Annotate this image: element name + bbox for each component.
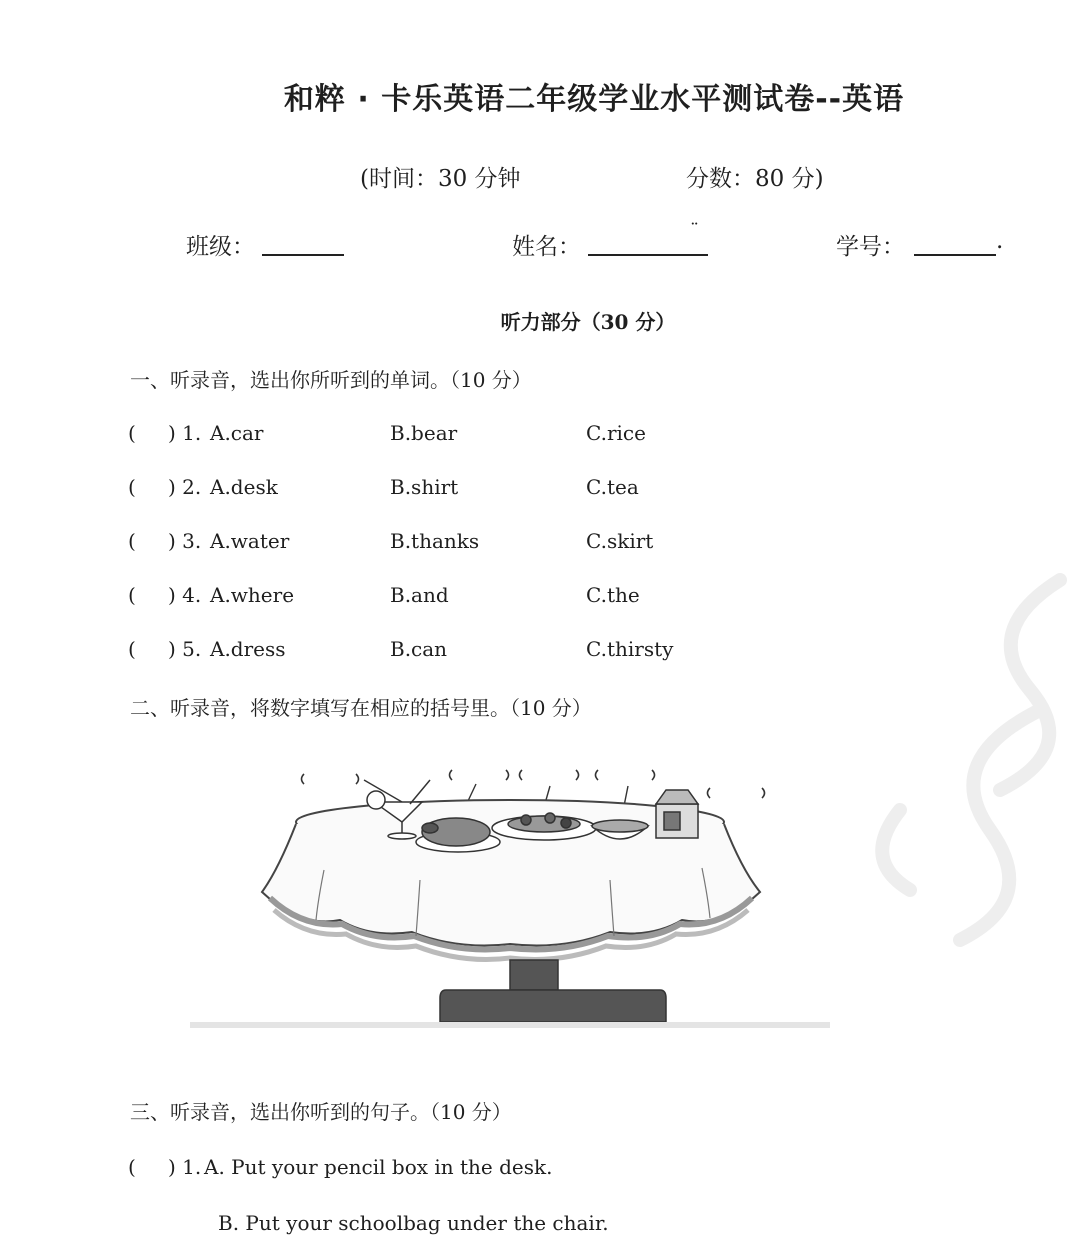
milk-carton-icon xyxy=(656,790,698,838)
option-c: C.rice xyxy=(586,421,646,445)
student-id-label: 学号： xyxy=(836,234,905,260)
student-id-blank[interactable] xyxy=(914,232,996,256)
option-a: A.dress xyxy=(210,637,286,661)
time-label: (时间：30 分钟 xyxy=(360,166,521,192)
dining-table-illustration xyxy=(190,760,830,1035)
answer-paren[interactable]: ( xyxy=(128,637,136,661)
answer-paren[interactable]: ( xyxy=(128,475,136,499)
question-number: ) 1. xyxy=(168,1155,202,1179)
student-id-end: . xyxy=(996,228,1004,254)
question-number: ) 2. xyxy=(168,475,202,499)
answer-paren[interactable]: ( xyxy=(128,583,136,607)
answer-paren[interactable]: ( xyxy=(128,421,136,445)
sentence-option-b: B. Put your schoolbag under the chair. xyxy=(218,1211,609,1235)
option-c: C.thirsty xyxy=(586,637,674,661)
option-c: C.skirt xyxy=(586,529,654,553)
question-number: ) 4. xyxy=(168,583,202,607)
answer-paren[interactable]: ( xyxy=(128,1155,136,1179)
listening-section-title: 听力部分（30 分） xyxy=(500,310,676,334)
class-label: 班级： xyxy=(186,234,255,260)
class-blank[interactable] xyxy=(262,232,344,256)
option-b: B.thanks xyxy=(390,529,480,553)
name-mark: ¨ xyxy=(690,220,699,241)
exam-title: 和粹 · 卡乐英语二年级学业水平测试卷--英语 xyxy=(283,82,905,117)
option-c: C.the xyxy=(586,583,640,607)
question-number: ) 1. xyxy=(168,421,202,445)
option-b: B.can xyxy=(390,637,448,661)
name-label: 姓名： xyxy=(512,234,581,260)
question-number: ) 5. xyxy=(168,637,202,661)
watermark-logo-icon xyxy=(840,560,1080,980)
option-c: C.tea xyxy=(586,475,639,499)
option-b: B.bear xyxy=(390,421,458,445)
option-a: A.where xyxy=(210,583,295,607)
option-b: B.shirt xyxy=(390,475,459,499)
part2-heading: 二、听录音，将数字填写在相应的括号里。（10 分） xyxy=(130,696,592,720)
part1-heading: 一、听录音，选出你所听到的单词。（10 分） xyxy=(130,368,532,392)
option-a: A.car xyxy=(210,421,264,445)
option-a: A.desk xyxy=(210,475,278,499)
table-pedestal xyxy=(440,960,666,1022)
score-label: 分数：80 分) xyxy=(686,166,824,192)
option-a: A.water xyxy=(210,529,290,553)
question-number: ) 3. xyxy=(168,529,202,553)
part3-heading: 三、听录音，选出你听到的句子。（10 分） xyxy=(130,1100,512,1124)
option-b: B.and xyxy=(390,583,449,607)
sentence-option-a: A. Put your pencil box in the desk. xyxy=(204,1155,553,1179)
answer-paren[interactable]: ( xyxy=(128,529,136,553)
